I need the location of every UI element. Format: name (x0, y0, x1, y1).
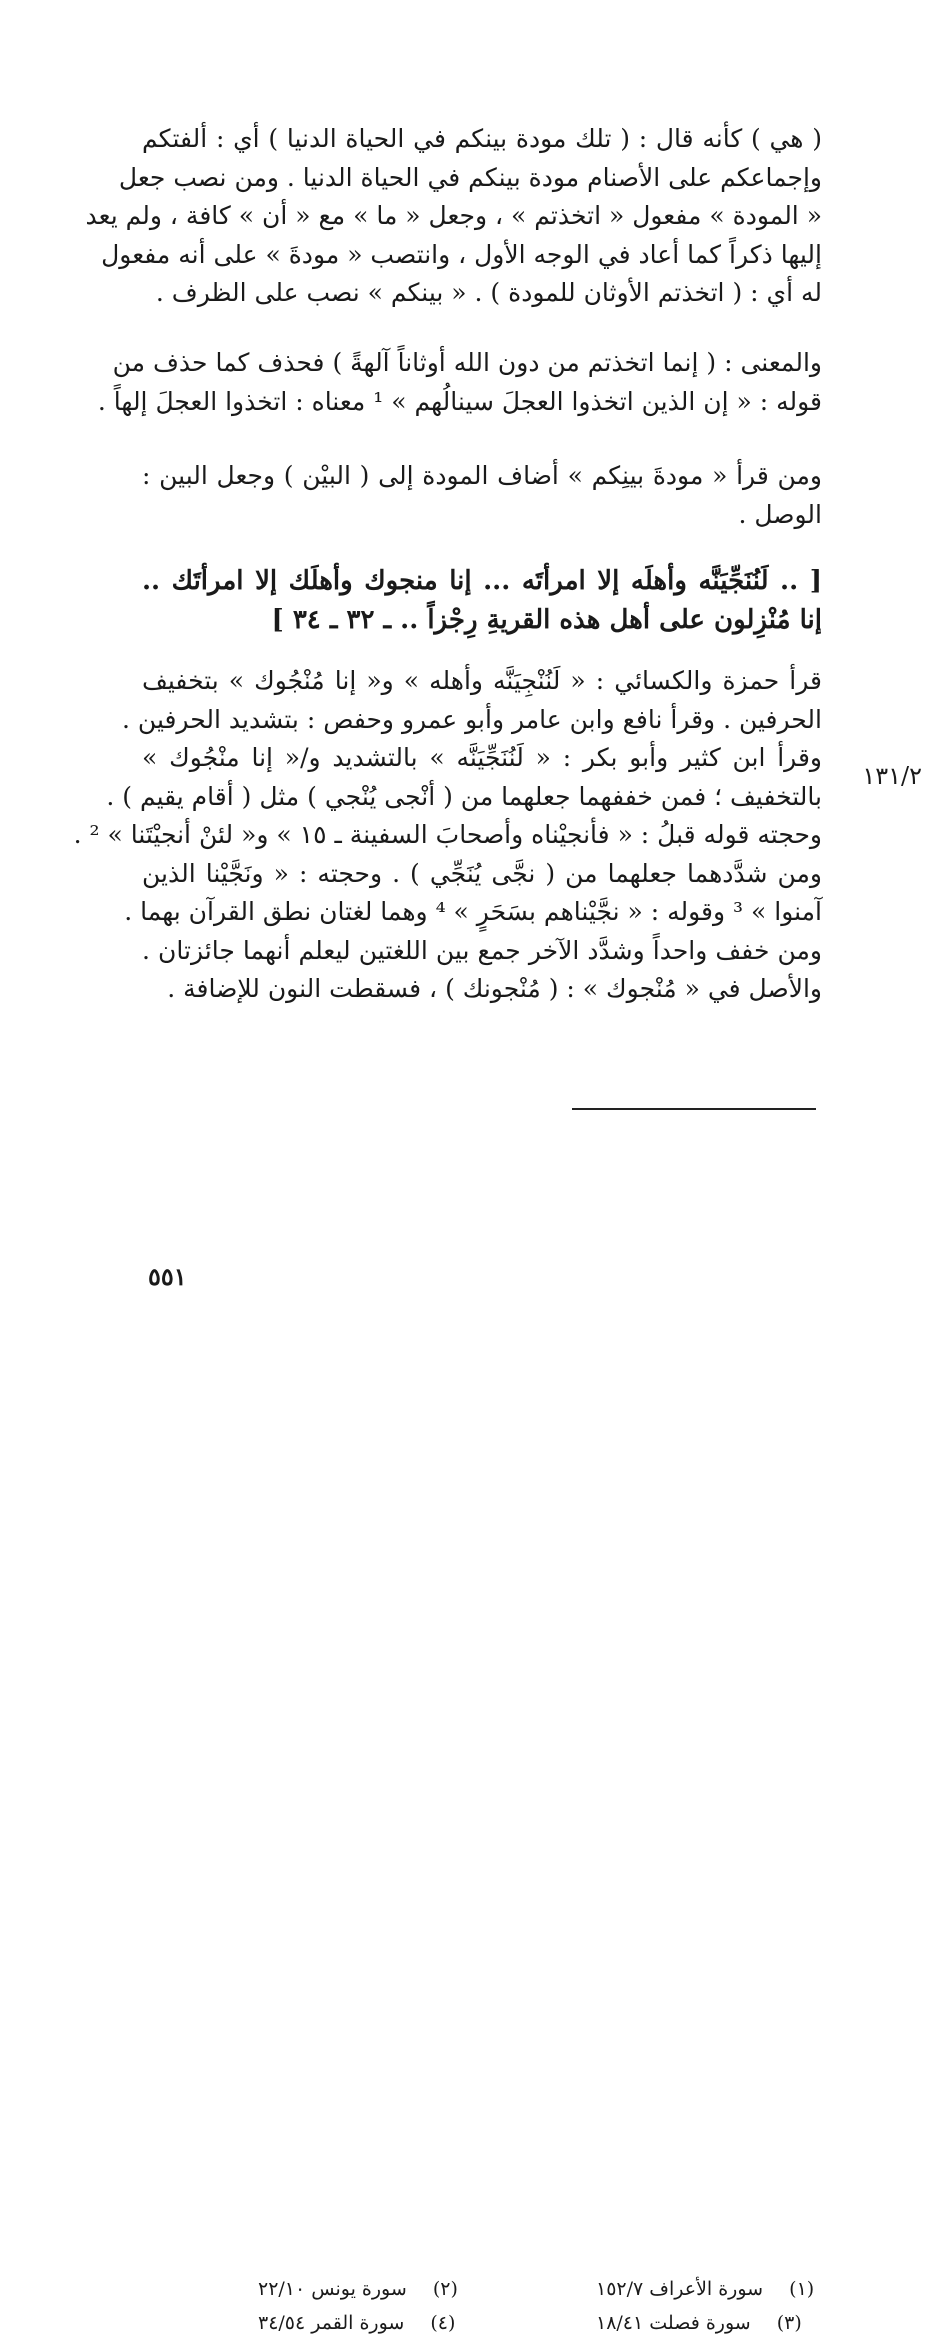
footnote-text: سورة الأعراف ١٥٢/٧ (596, 2278, 764, 2300)
text-line: والمعنى : ( إنما اتخذتم من دون الله أوثاناً آلهةً ) فحذف كما حذف من (112, 348, 822, 377)
footnote-1 (596, 2272, 814, 2306)
text-line: ومن خفف واحداً وشدَّد الآخر جمع بين اللغتين ليعلم أنهما جائزتان . (142, 935, 822, 965)
text-line: ومن شدَّدهما جعلهما من ( نجَّى يُنَجِّي ) . وحجته : « ونَجَّيْنا الذين (142, 858, 822, 888)
text-line: الحرفين . وقرأ نافع وابن عامر وأبو عمرو وحفص : بتشديد الحرفين . (122, 704, 822, 734)
footnote-number: (٢) (432, 2278, 458, 2300)
paragraph-1 (85, 120, 822, 313)
verse-line: إنا مُنْزِلون على أهل هذه القريةِ رِجْزاً .. ـ ٣٢ ـ ٣٤ ] (271, 604, 822, 635)
footnote-text: سورة فصلت ١٨/٤١ (596, 2312, 751, 2334)
text-line: بالتخفيف ؛ فمن خففهما جعلهما من ( أنْجى يُنْجي ) مثل ( أقام يقيم ) . (106, 781, 822, 811)
footnote-4 (258, 2306, 455, 2340)
verse-line: [ .. لَنُنَجِّيَنَّه وأهلَه إلا امرأتَه ... إنا منجوك وأهلَك إلا امرأتَك .. (142, 566, 822, 596)
paragraph-3 (142, 457, 822, 534)
footnote-number: (١) (789, 2278, 815, 2300)
text-line: آمنوا » ³ وقوله : « نجَّيْناهم بسَحَرٍ » ⁴ وهما لغتان نطق القرآن بهما . (124, 897, 822, 926)
text-line: قرأ حمزة والكسائي : « لَنُنْجِيَنَّه وأهله » و« إنا مُنْجُوك » بتخفيف (142, 666, 822, 695)
text-line: ( هي ) كأنه قال : ( تلك مودة بينكم في الحياة الدنيا ) أي : ألفتكم (142, 124, 822, 153)
text-line: الوصل . (738, 499, 822, 529)
page-number: ٥٥١ (148, 1262, 187, 1291)
footnote-divider (572, 1108, 816, 1110)
text-line: وإجماعكم على الأصنام مودة بينكم في الحياة الدنيا . ومن نصب جعل (118, 162, 822, 192)
text-line: له أي : ( اتخذتم الأوثان للمودة ) . « بينكم » نصب على الظرف . (155, 278, 822, 307)
footnote-number: (٤) (430, 2312, 456, 2334)
text-line: وقرأ ابن كثير وأبو بكر : « لَنُنَجِّيَنَّه » بالتشديد و/« إنا منْجُوك » (142, 743, 822, 772)
footnote-text: سورة يونس ٢٢/١٠ (258, 2278, 407, 2300)
footnote-3 (596, 2306, 802, 2340)
text-line: إليها ذكراً كما أعاد في الوجه الأول ، وانتصب « مودةَ » على أنه مفعول (101, 239, 822, 269)
text-line: « المودة » مفعول « اتخذتم » ، وجعل « ما » مع « أن » كافة ، ولم يعد (85, 201, 822, 230)
footnote-text: سورة القمر ٣٤/٥٤ (258, 2312, 405, 2334)
paragraph-2 (97, 344, 822, 421)
text-line: وحجته قوله قبلُ : « فأنجيْناه وأصحابَ السفينة ـ ١٥ » و« لئنْ أنجيْتَنا » ² . (73, 820, 822, 849)
margin-reference: ١٣١/٢ (862, 762, 922, 790)
footnote-2 (258, 2272, 458, 2306)
text-line: ومن قرأ « مودةَ بينِكم » أضاف المودة إلى ( البيْن ) وجعل البين : (142, 461, 822, 490)
text-line: قوله : « إن الذين اتخذوا العجلَ سينالُهم » ¹ معناه : اتخذوا العجلَ إلهاً . (97, 386, 822, 416)
footnote-number: (٣) (776, 2312, 802, 2334)
text-line: والأصل في « مُنْجوك » : ( مُنْجونك ) ، فسقطت النون للإضافة . (167, 974, 822, 1003)
quran-verse-block (142, 562, 822, 639)
paragraph-5 (73, 662, 822, 1009)
